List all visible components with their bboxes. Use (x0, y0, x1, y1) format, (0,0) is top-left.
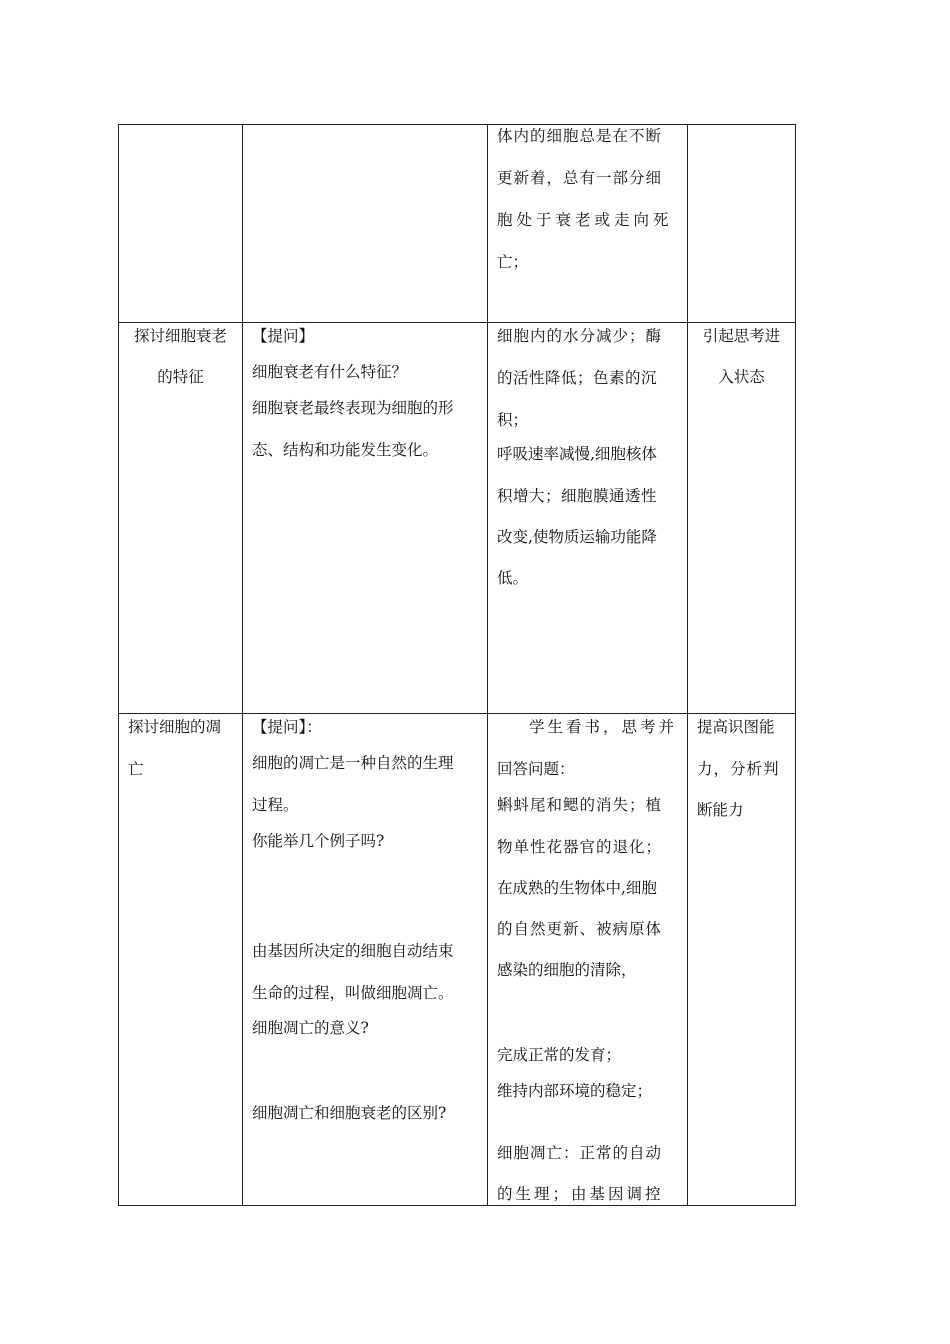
teacher-text: 态、结构和功能发生变化。 (252, 441, 439, 459)
cell-text: 亡； (497, 253, 529, 271)
student-text: 细胞凋亡：正常的自动 (497, 1144, 663, 1162)
purpose-text: 入状态 (718, 368, 765, 386)
teacher-text: 细胞凋亡和细胞衰老的区别? (252, 1104, 447, 1122)
cell-text: 胞处于衰老或走向死 (497, 211, 673, 229)
student-text: 完成正常的发育； (497, 1046, 622, 1064)
teacher-text: 你能举几个例子吗? (252, 832, 385, 850)
student-text: 蝌蚪尾和鳃的消失；植 (497, 796, 663, 814)
column-divider (687, 125, 688, 1205)
student-text: 的自然更新、被病原体 (497, 920, 663, 938)
column-divider (487, 125, 488, 1205)
student-text: 回答问题： (497, 760, 575, 778)
teacher-text: 生命的过程，叫做细胞凋亡。 (252, 984, 454, 1002)
topic-label: 探讨细胞的凋 (128, 718, 222, 736)
teacher-text: 细胞衰老最终表现为细胞的形 (252, 399, 454, 417)
purpose-text: 力，分析判 (697, 760, 780, 778)
teacher-text: 【提问】 (252, 327, 315, 345)
purpose-text: 提高识图能 (697, 718, 775, 736)
teacher-text: 过程。 (252, 796, 299, 814)
teacher-text: 细胞凋亡的意义? (252, 1019, 369, 1037)
row-divider (119, 713, 795, 714)
purpose-text: 引起思考进 (702, 327, 781, 345)
teacher-text: 细胞衰老有什么特征？ (252, 363, 408, 381)
cell-text: 更新着，总有一部分细 (497, 169, 663, 187)
purpose-text: 断能力 (697, 801, 744, 819)
student-text: 低。 (497, 569, 529, 587)
student-text: 学生看书，思考并 (529, 718, 678, 736)
student-text: 积增大；细胞膜通透性 (497, 487, 658, 505)
row-divider (119, 322, 795, 323)
student-text: 积； (497, 411, 529, 429)
student-text: 物单性花器官的退化； (497, 838, 663, 856)
student-text: 在成熟的生物体中,细胞 (497, 879, 657, 897)
column-divider (242, 125, 243, 1205)
topic-label: 探讨细胞衰老 (133, 327, 227, 345)
student-text: 感染的细胞的清除， (497, 961, 637, 979)
lesson-table (118, 124, 796, 1206)
cell-text: 体内的细胞总是在不断 (497, 127, 663, 145)
topic-label: 亡 (128, 760, 144, 778)
student-text: 维持内部环境的稳定； (497, 1082, 653, 1100)
teacher-text: 细胞的凋亡是一种自然的生理 (252, 754, 454, 772)
student-text: 细胞内的水分减少；酶 (497, 327, 663, 345)
teacher-text: 【提问】： (252, 718, 322, 736)
student-text: 的生理；由基因调控 (497, 1185, 664, 1203)
student-text: 呼吸速率减慢,细胞核体 (497, 445, 657, 463)
student-text: 改变,使物质运输功能降 (497, 528, 657, 546)
student-text: 的活性降低；色素的沉 (497, 369, 658, 387)
topic-label: 的特征 (157, 368, 204, 386)
teacher-text: 由基因所决定的细胞自动结束 (252, 942, 454, 960)
